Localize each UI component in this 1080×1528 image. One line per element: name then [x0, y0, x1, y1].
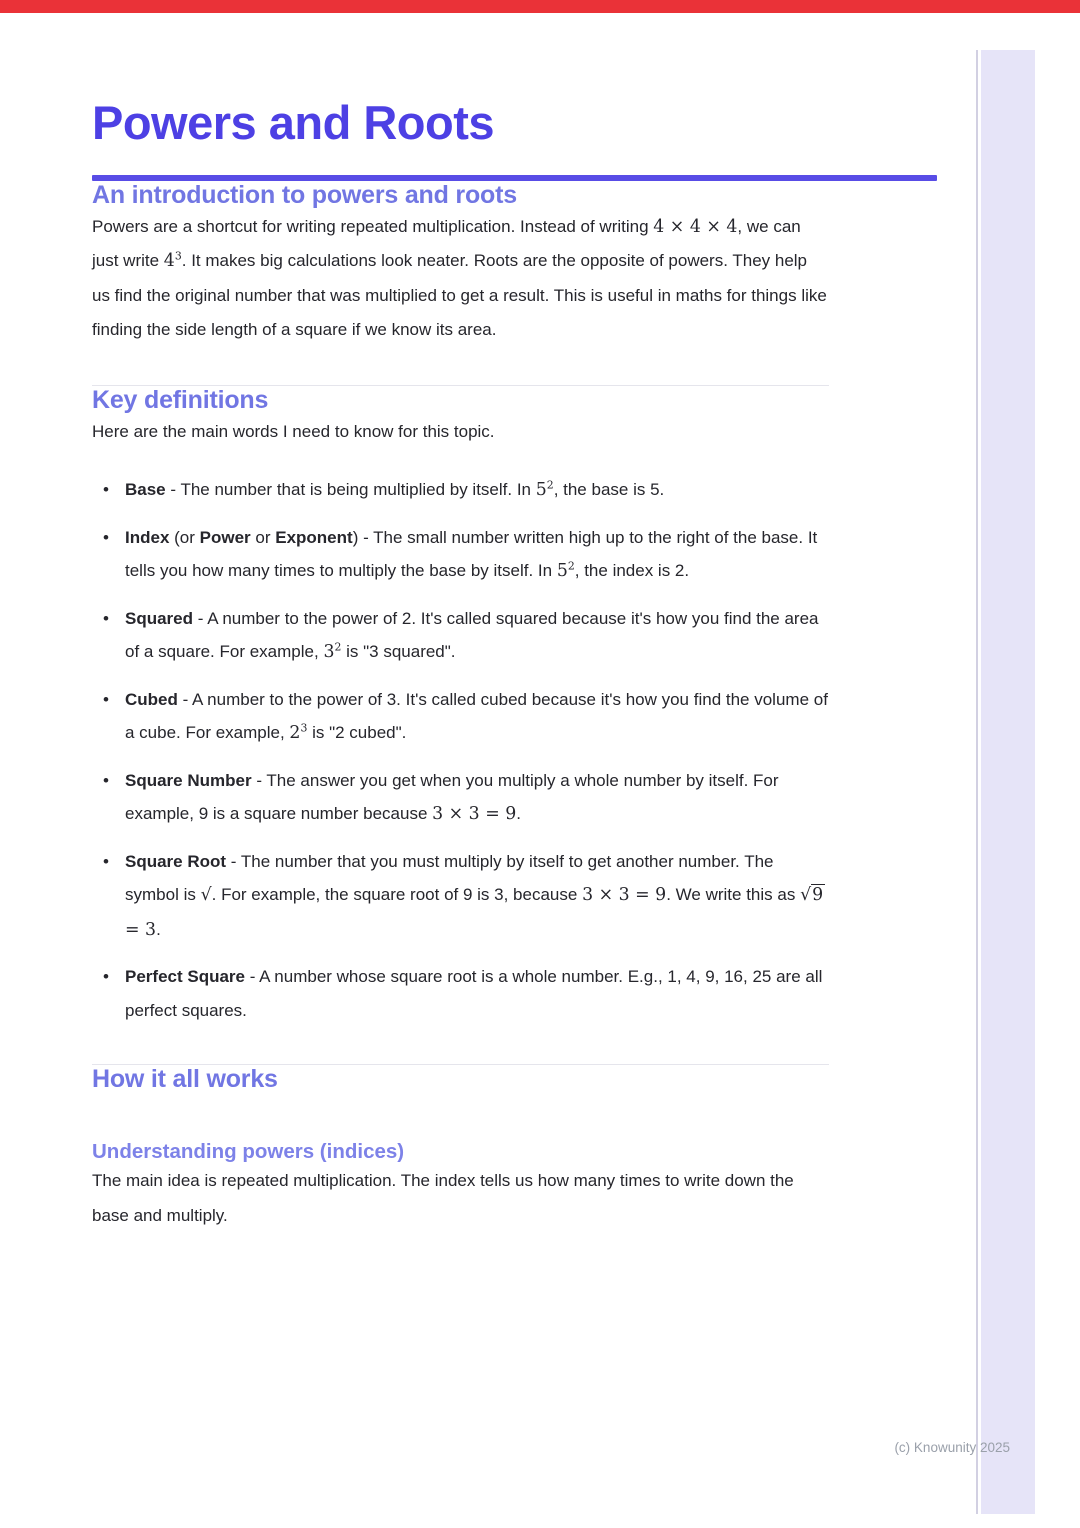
- introduction-paragraph: Powers are a shortcut for writing repeated multiplication. Instead of writing 4 × 4 × 4, we can just write $4^3$. It makes big calculations look neater. Roots are the opposite of powers. They help us find the original number that was multiplied to get a result. This is useful in maths for things like finding the side length of a square if we know its area.: [92, 216, 827, 340]
- section-heading-key-definitions: Key definitions: [92, 385, 269, 414]
- definitions-lead-paragraph: Here are the main words I need to know for this topic.: [92, 421, 495, 441]
- definition-item: • Square Number - The answer you get when you multiply a whole number by itself. For example, 9 is a square number because 3 × 3 = 9.: [92, 764, 829, 832]
- definition-item: • Index (or Power or Exponent) - The small number written high up to the right of the base. It tells you how many times to multiply the base by itself. In $5^2$, the index is 2.: [92, 521, 829, 589]
- section-heading-how-it-works: How it all works: [92, 1065, 278, 1094]
- definition-item: • Perfect Square - A number whose square root is a whole number. E.g., 1, 4, 9, 16, 25 are all perfect squares.: [92, 960, 829, 1027]
- definitions-list: [92, 473, 829, 1027]
- definition-item: • Cubed - A number to the power of 3. It's called cubed because it's how you find the volume of a cube. For example, $2^3$ is "2 cubed".: [92, 683, 829, 751]
- document-content: [92, 0, 829, 1233]
- section-heading-introduction: An introduction to powers and roots: [92, 180, 517, 209]
- page-edge-strip: [981, 50, 1035, 1514]
- definition-item: • Squared - A number to the power of 2. It's called squared because it's how you find the area of a square. For example, $3^2$ is "3 squared".: [92, 602, 829, 670]
- subsection-heading-understanding-powers: Understanding powers (indices): [92, 1140, 405, 1164]
- definition-item: • Square Root - The number that you must multiply by itself to get another number. The symbol is √. For example, the square root of 9 is 3, because 3 × 3 = 9. We write this as √9 = 3.: [92, 845, 829, 948]
- page-edge-line: [976, 50, 978, 1514]
- definition-item: • Base - The number that is being multiplied by itself. In $5^2$, the base is 5.: [92, 473, 829, 508]
- page-title: Powers and Roots: [92, 96, 495, 149]
- watermark: (c) Knowunity 2025: [894, 1440, 1010, 1455]
- how-it-works-paragraph: The main idea is repeated multiplication. The index tells us how many times to write down the base and multiply.: [92, 1171, 794, 1225]
